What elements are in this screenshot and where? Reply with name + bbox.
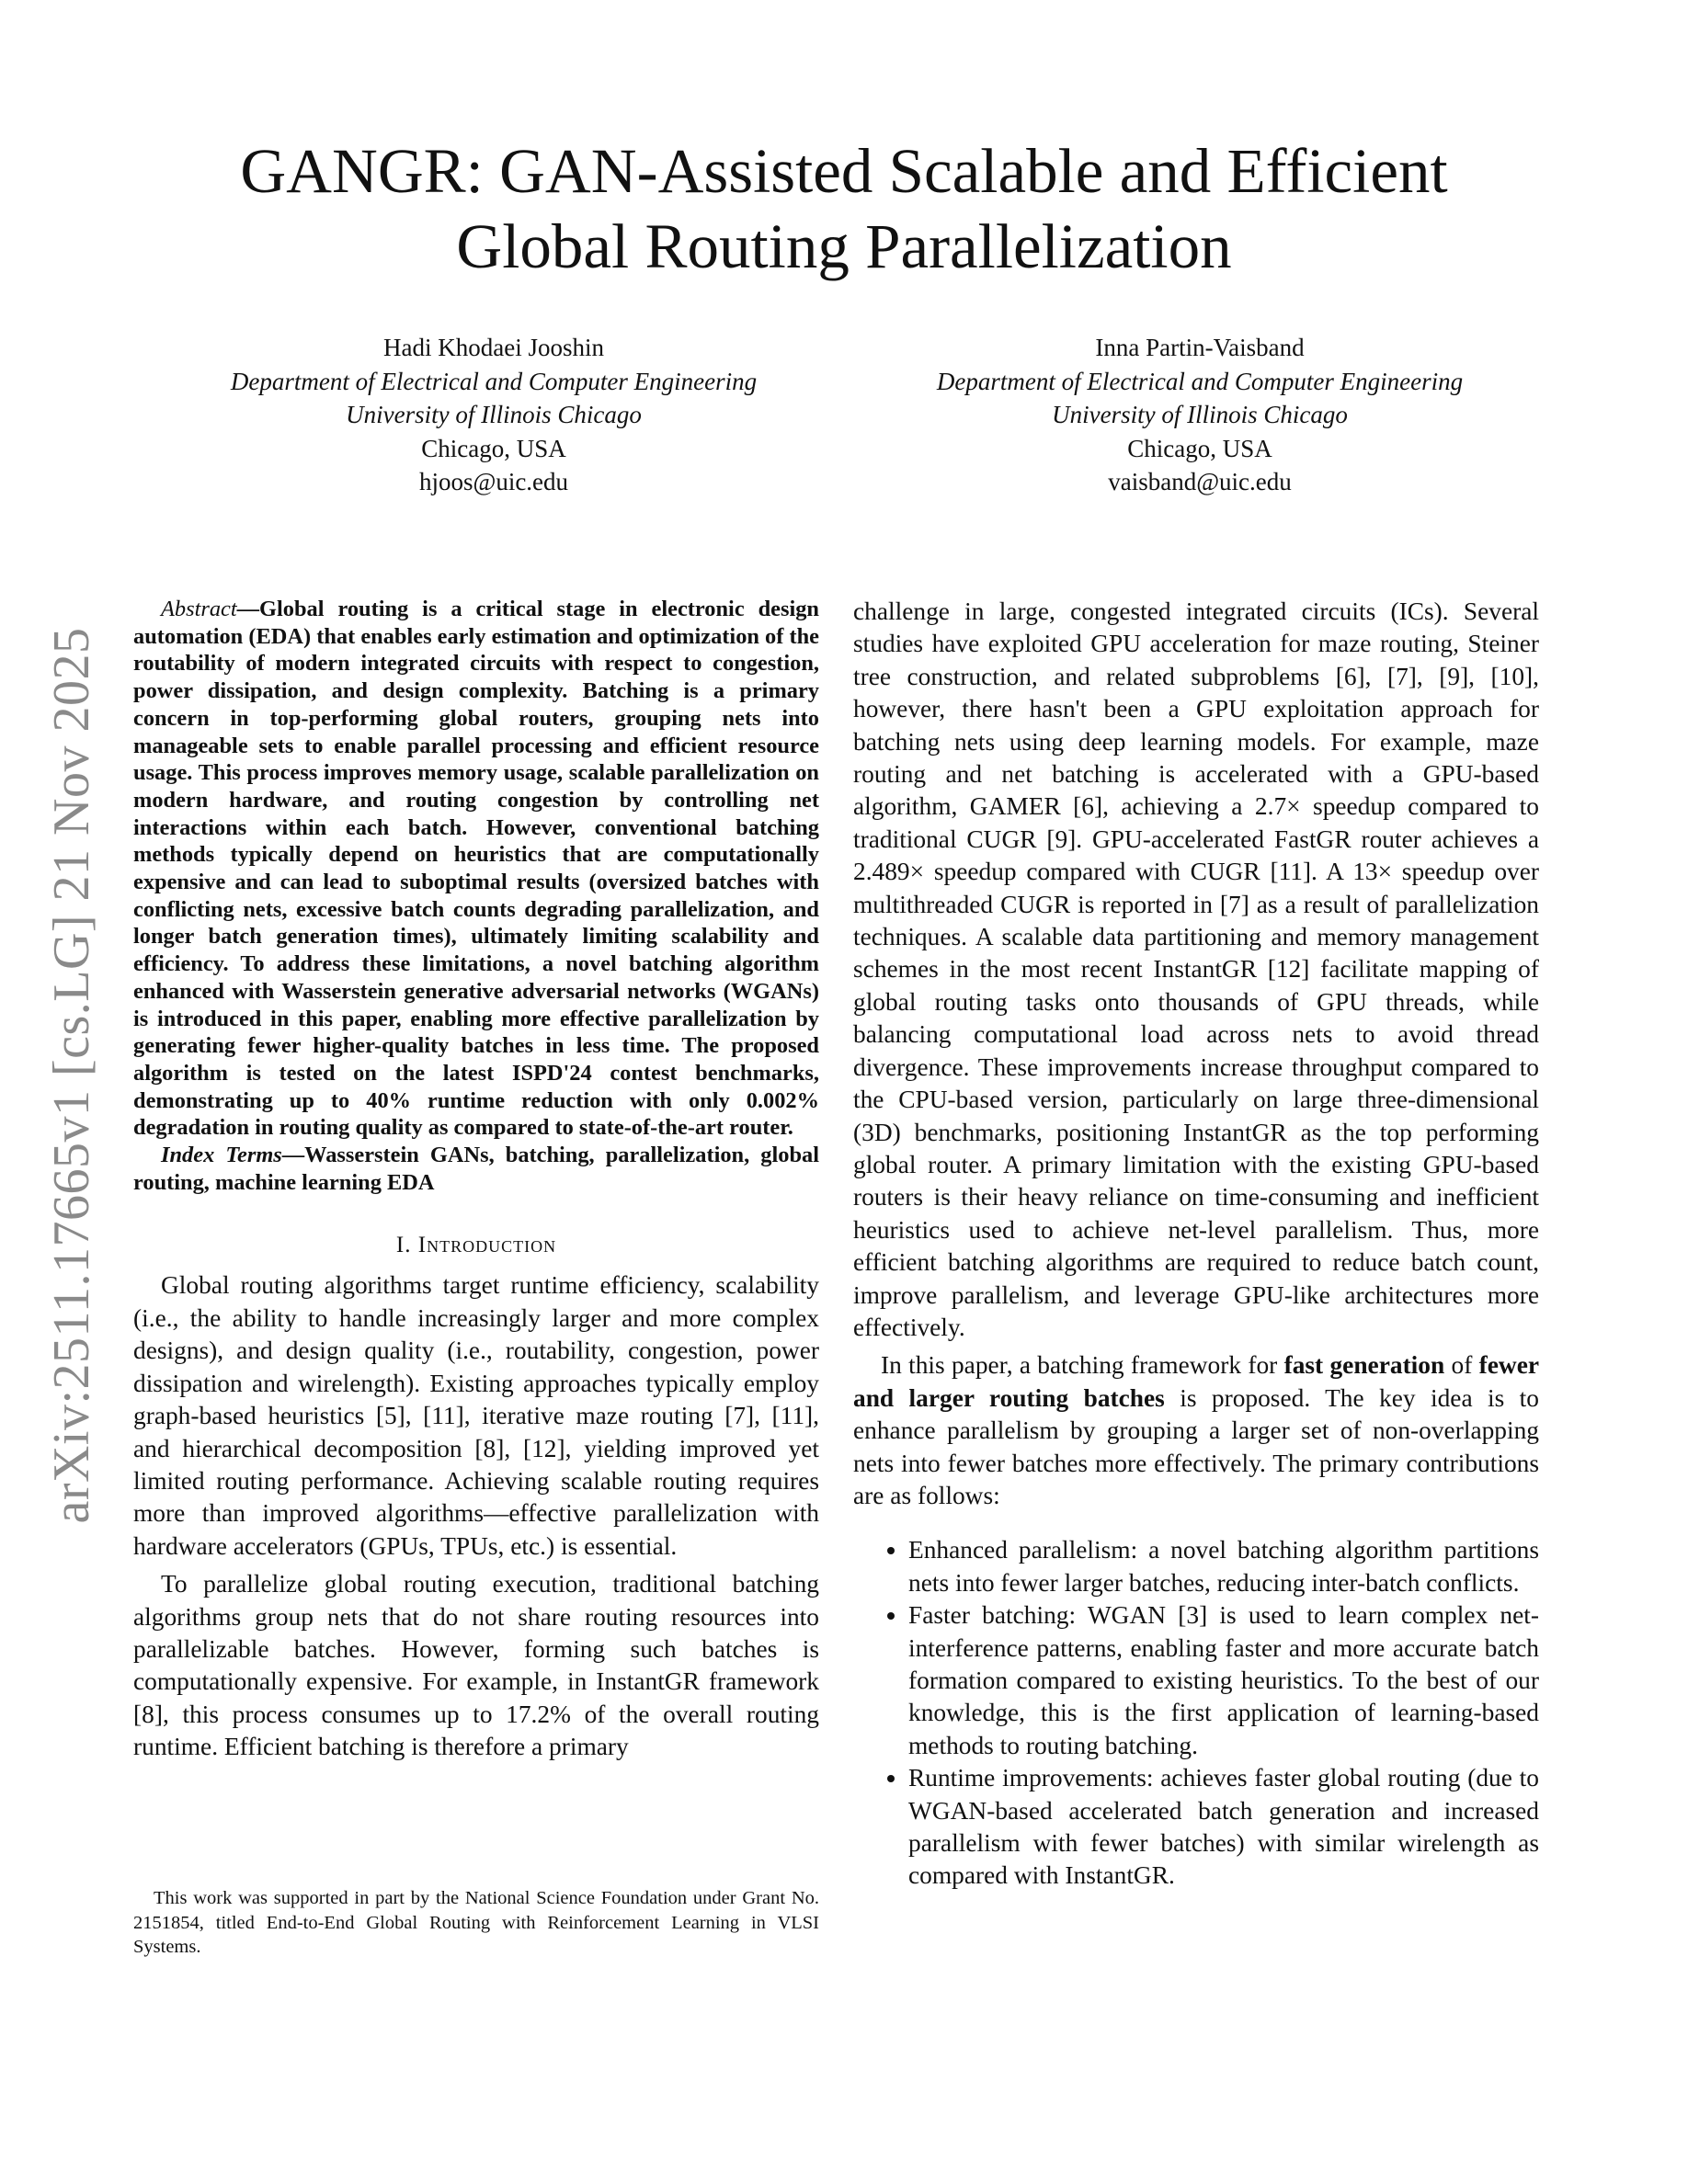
paragraph: challenge in large, congested integrated circuits (ICs). Several studies have exploited GPU acceleration for maze routing, Steiner tree construction, and related subproblems [6], [7], [9], [10], however, there hasn't been a GPU exploitation approach for batching nets using deep learning models. For example, maze routing and net batching is accelerated with a GPU-based algorithm, GAMER [6], achieving a 2.7× speedup compared to traditional CUGR [9]. GPU-accelerated FastGR router achieves a 2.489× speedup compared with CUGR [11]. A 13× speedup over multithreaded CUGR is reported in [7] as a result of parallelization techniques. A scalable data partitioning and memory management schemes in the most recent InstantGR [12] facilitate mapping of global routing tasks onto thousands of GPU threads, while balancing computational load across nets to avoid thread divergence. These improvements increase throughput compared to the CPU-based version, particularly on large three-dimensional (3D) benchmarks, positioning InstantGR as the top performing global router. A primary limitation with the existing GPU-based routers is their heavy reliance on time-consuming and inefficient heuristics used to achieve net-level parallelism. Thus, more efficient batching algorithms are required to reduce batch count, improve parallelism, and leverage GPU-like architectures more effectively.	[853, 597, 1539, 1341]
emphasis: fewer and larger routing batches	[853, 1351, 1540, 1412]
arxiv-identifier: arXiv:2511.17665v1 [cs.LG] 21 Nov 2025	[43, 627, 100, 1524]
abstract-label: Abstract	[161, 597, 237, 621]
author-block-1	[144, 331, 843, 499]
paragraph: To parallelize global routing execution, traditional batching algorithms group nets that do not share routing resources into parallelizable batches. However, forming such batches is computationally expensive. For example, in InstantGR framework [8], this process consumes up to 17.2% of the overall routing runtime. Efficient batching is therefore a primary	[133, 1570, 819, 1761]
list-item: • Enhanced parallelism: a novel batching algorithm partitions nets into fewer larger batches, reducing inter-batch conflicts.	[908, 1534, 1539, 1599]
index-terms-text: —Wasserstein GANs, batching, parallelization, global routing, machine learning EDA	[133, 1143, 819, 1195]
title-line-2: Global Routing Parallelization	[456, 211, 1232, 281]
list-item: • Runtime improvements: achieves faster global routing (due to WGAN-based accelerated batch generation and increased parallelism with fewer batches) with similar wirelength as compared with InstantGR.	[908, 1762, 1539, 1893]
footnote: This work was supported in part by the National Science Foundation under Grant No. 2151854, titled End-to-End Global Routing with Reinforcement Learning in VLSI Systems.	[133, 1888, 819, 1957]
text: In this paper, a batching framework for	[881, 1351, 1284, 1380]
list-item: • Faster batching: WGAN [3] is used to learn complex net-interference patterns, enabling faster and more accurate batch formation compared to existing heuristics. To the best of our knowledge, this is the first application of learning-based methods to routing batching.	[908, 1599, 1539, 1762]
author-email: hjoos@uic.edu	[418, 468, 569, 495]
author-city: Chicago, USA	[421, 434, 566, 462]
section-heading: I. Introduction	[395, 1233, 557, 1258]
text: of	[1444, 1351, 1479, 1380]
text: is proposed. The key idea is to enhance parallelism by grouping a larger set of non-overlapping nets into fewer batches more effectively. The primary contributions are as follows:	[853, 1383, 1539, 1509]
author-department: Department of Electrical and Computer Engineering	[936, 367, 1464, 395]
paragraph: Global routing algorithms target runtime efficiency, scalability (i.e., the ability to handle increasingly larger and more complex designs), and design quality (i.e., routability, congestion, power dissipation and wirelength). Existing approaches typically employ graph-based heuristics [5], [11], iterative maze routing [7], [11], and hierarchical decomposition [8], [12], yielding improved yet limited routing performance. Achieving scalable routing requires more than improved algorithms—effective parallelization with hardware accelerators (GPUs, TPUs, etc.) is essential.	[133, 1271, 819, 1560]
emphasis: fast generation	[1283, 1351, 1445, 1380]
author-name: Hadi Khodaei Jooshin	[383, 334, 604, 361]
abstract-text: —Global routing is a critical stage in electronic design automation (EDA) that enables early estimation and optimization of the routability of modern integrated circuits with respect to congestion, power dissipation, and design complexity. Batching is a primary concern in top-performing global routers, grouping nets into manageable sets to enable parallel processing and efficient resource usage. This process improves memory usage, scalable parallelization on modern hardware, and routing congestion by controlling net interactions within each batch. However, conventional batching methods typically depend on heuristics that are computationally expensive and can lead to suboptimal results (oversized batches with conflicting nets, excessive batch counts degrading parallelization, and longer batch generation times), ultimately limiting scalability and efficiency. To address these limitations, a novel batching algorithm enhanced with Wasserstein generative adversarial networks (WGANs) is introduced in this paper, enabling more effective parallelization by generating fewer higher-quality batches in less time. The proposed algorithm is tested on the latest ISPD'24 contest benchmarks, demonstrating up to 40% runtime reduction with only 0.002% degradation in routing quality as compared to state-of-the-art router.	[133, 597, 819, 1141]
author-department: Department of Electrical and Computer Engineering	[230, 367, 758, 395]
author-block-2	[850, 331, 1549, 499]
author-university: University of Illinois Chicago	[1052, 401, 1348, 428]
author-city: Chicago, USA	[1127, 434, 1272, 462]
abstract	[133, 596, 819, 1142]
author-name: Inna Partin-Vaisband	[1095, 334, 1305, 361]
title-line-1: GANGR: GAN-Assisted Scalable and Efficient	[240, 136, 1448, 206]
author-email: vaisband@uic.edu	[1108, 468, 1292, 495]
contributions-list	[853, 1534, 1539, 1892]
index-terms-label: Index Terms	[161, 1143, 282, 1168]
paragraph	[853, 1349, 1539, 1512]
author-university: University of Illinois Chicago	[346, 401, 642, 428]
left-column	[133, 596, 819, 1769]
paper-title	[0, 133, 1688, 284]
index-terms	[133, 1142, 819, 1196]
right-column	[853, 596, 1539, 1893]
